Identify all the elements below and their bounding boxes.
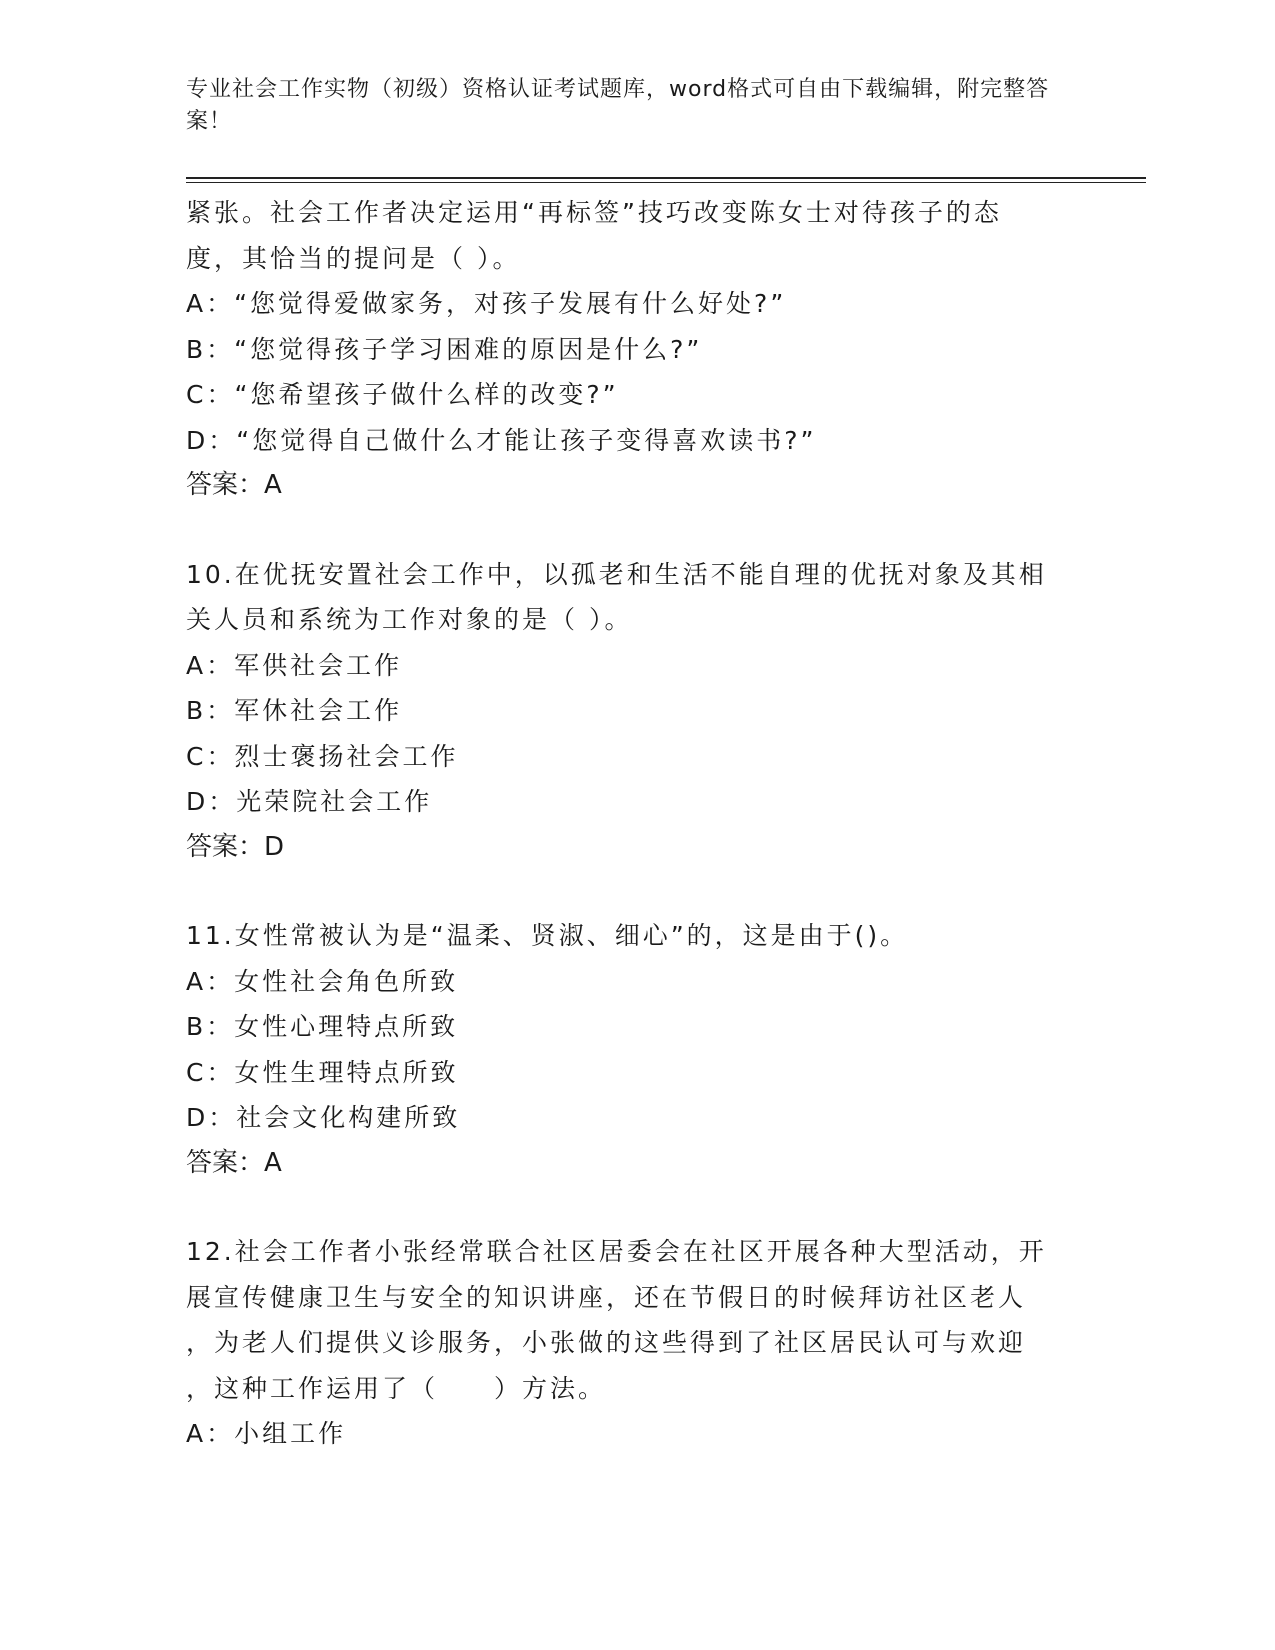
option-a: A：小组工作 <box>186 1419 347 1448</box>
question-stem-line: 11.女性常被认为是“温柔、贤淑、细心”的，这是由于()。 <box>186 921 909 950</box>
option-a: A：军供社会工作 <box>186 650 403 680</box>
question-stem-line: 关人员和系统为工作对象的是（ ）。 <box>186 605 633 634</box>
answer-line: 答案：A <box>186 1147 282 1178</box>
header-rule-thick <box>186 177 1146 179</box>
header-rule-thin <box>186 182 1146 183</box>
answer-line: 答案：D <box>186 831 285 862</box>
question-10 <box>186 552 1076 871</box>
option-c: C：烈士褒扬社会工作 <box>186 741 459 771</box>
question-stem-line: 展宣传健康卫生与安全的知识讲座，还在节假日的时候拜访社区老人 <box>186 1282 1027 1312</box>
option-c: C：女性生理特点所致 <box>186 1057 459 1087</box>
option-d: D：“您觉得自己做什么才能让孩子变得喜欢读书?” <box>186 425 817 455</box>
page-header: 专业社会工作实物（初级）资格认证考试题库，word格式可自由下载编辑，附完整答案！ <box>186 77 1050 134</box>
question-9 <box>186 190 1076 509</box>
question-12 <box>186 1229 1076 1457</box>
question-stem-line: 12.社会工作者小张经常联合社区居委会在社区开展各种大型活动，开 <box>186 1237 1047 1266</box>
option-b: B：军休社会工作 <box>186 696 403 725</box>
option-d: D：光荣院社会工作 <box>186 787 433 816</box>
option-b: B：“您觉得孩子学习困难的原因是什么?” <box>186 334 703 364</box>
answer-line: 答案：A <box>186 470 282 500</box>
question-stem-line: 10.在优抚安置社会工作中，以孤老和生活不能自理的优抚对象及其相 <box>186 559 1047 589</box>
question-stem-line: 度，其恰当的提问是（ ）。 <box>186 243 521 273</box>
question-stem-line: ，这种工作运用了（ ）方法。 <box>186 1373 607 1403</box>
question-gap <box>186 870 1076 913</box>
question-stem-line: 紧张。社会工作者决定运用“再标签”技巧改变陈女士对待孩子的态 <box>186 198 1002 227</box>
question-11 <box>186 913 1076 1186</box>
option-a: A：“您觉得爱做家务，对孩子发展有什么好处?” <box>186 289 787 318</box>
option-d: D：社会文化构建所致 <box>186 1103 461 1132</box>
option-b: B：女性心理特点所致 <box>186 1012 459 1041</box>
option-a: A：女性社会角色所致 <box>186 966 459 996</box>
question-stem-line: ，为老人们提供义诊服务，小张做的这些得到了社区居民认可与欢迎 <box>186 1328 1027 1357</box>
question-content <box>186 190 1076 1457</box>
option-c: C：“您希望孩子做什么样的改变?” <box>186 380 619 409</box>
question-gap <box>186 1186 1076 1229</box>
question-gap <box>186 509 1076 552</box>
